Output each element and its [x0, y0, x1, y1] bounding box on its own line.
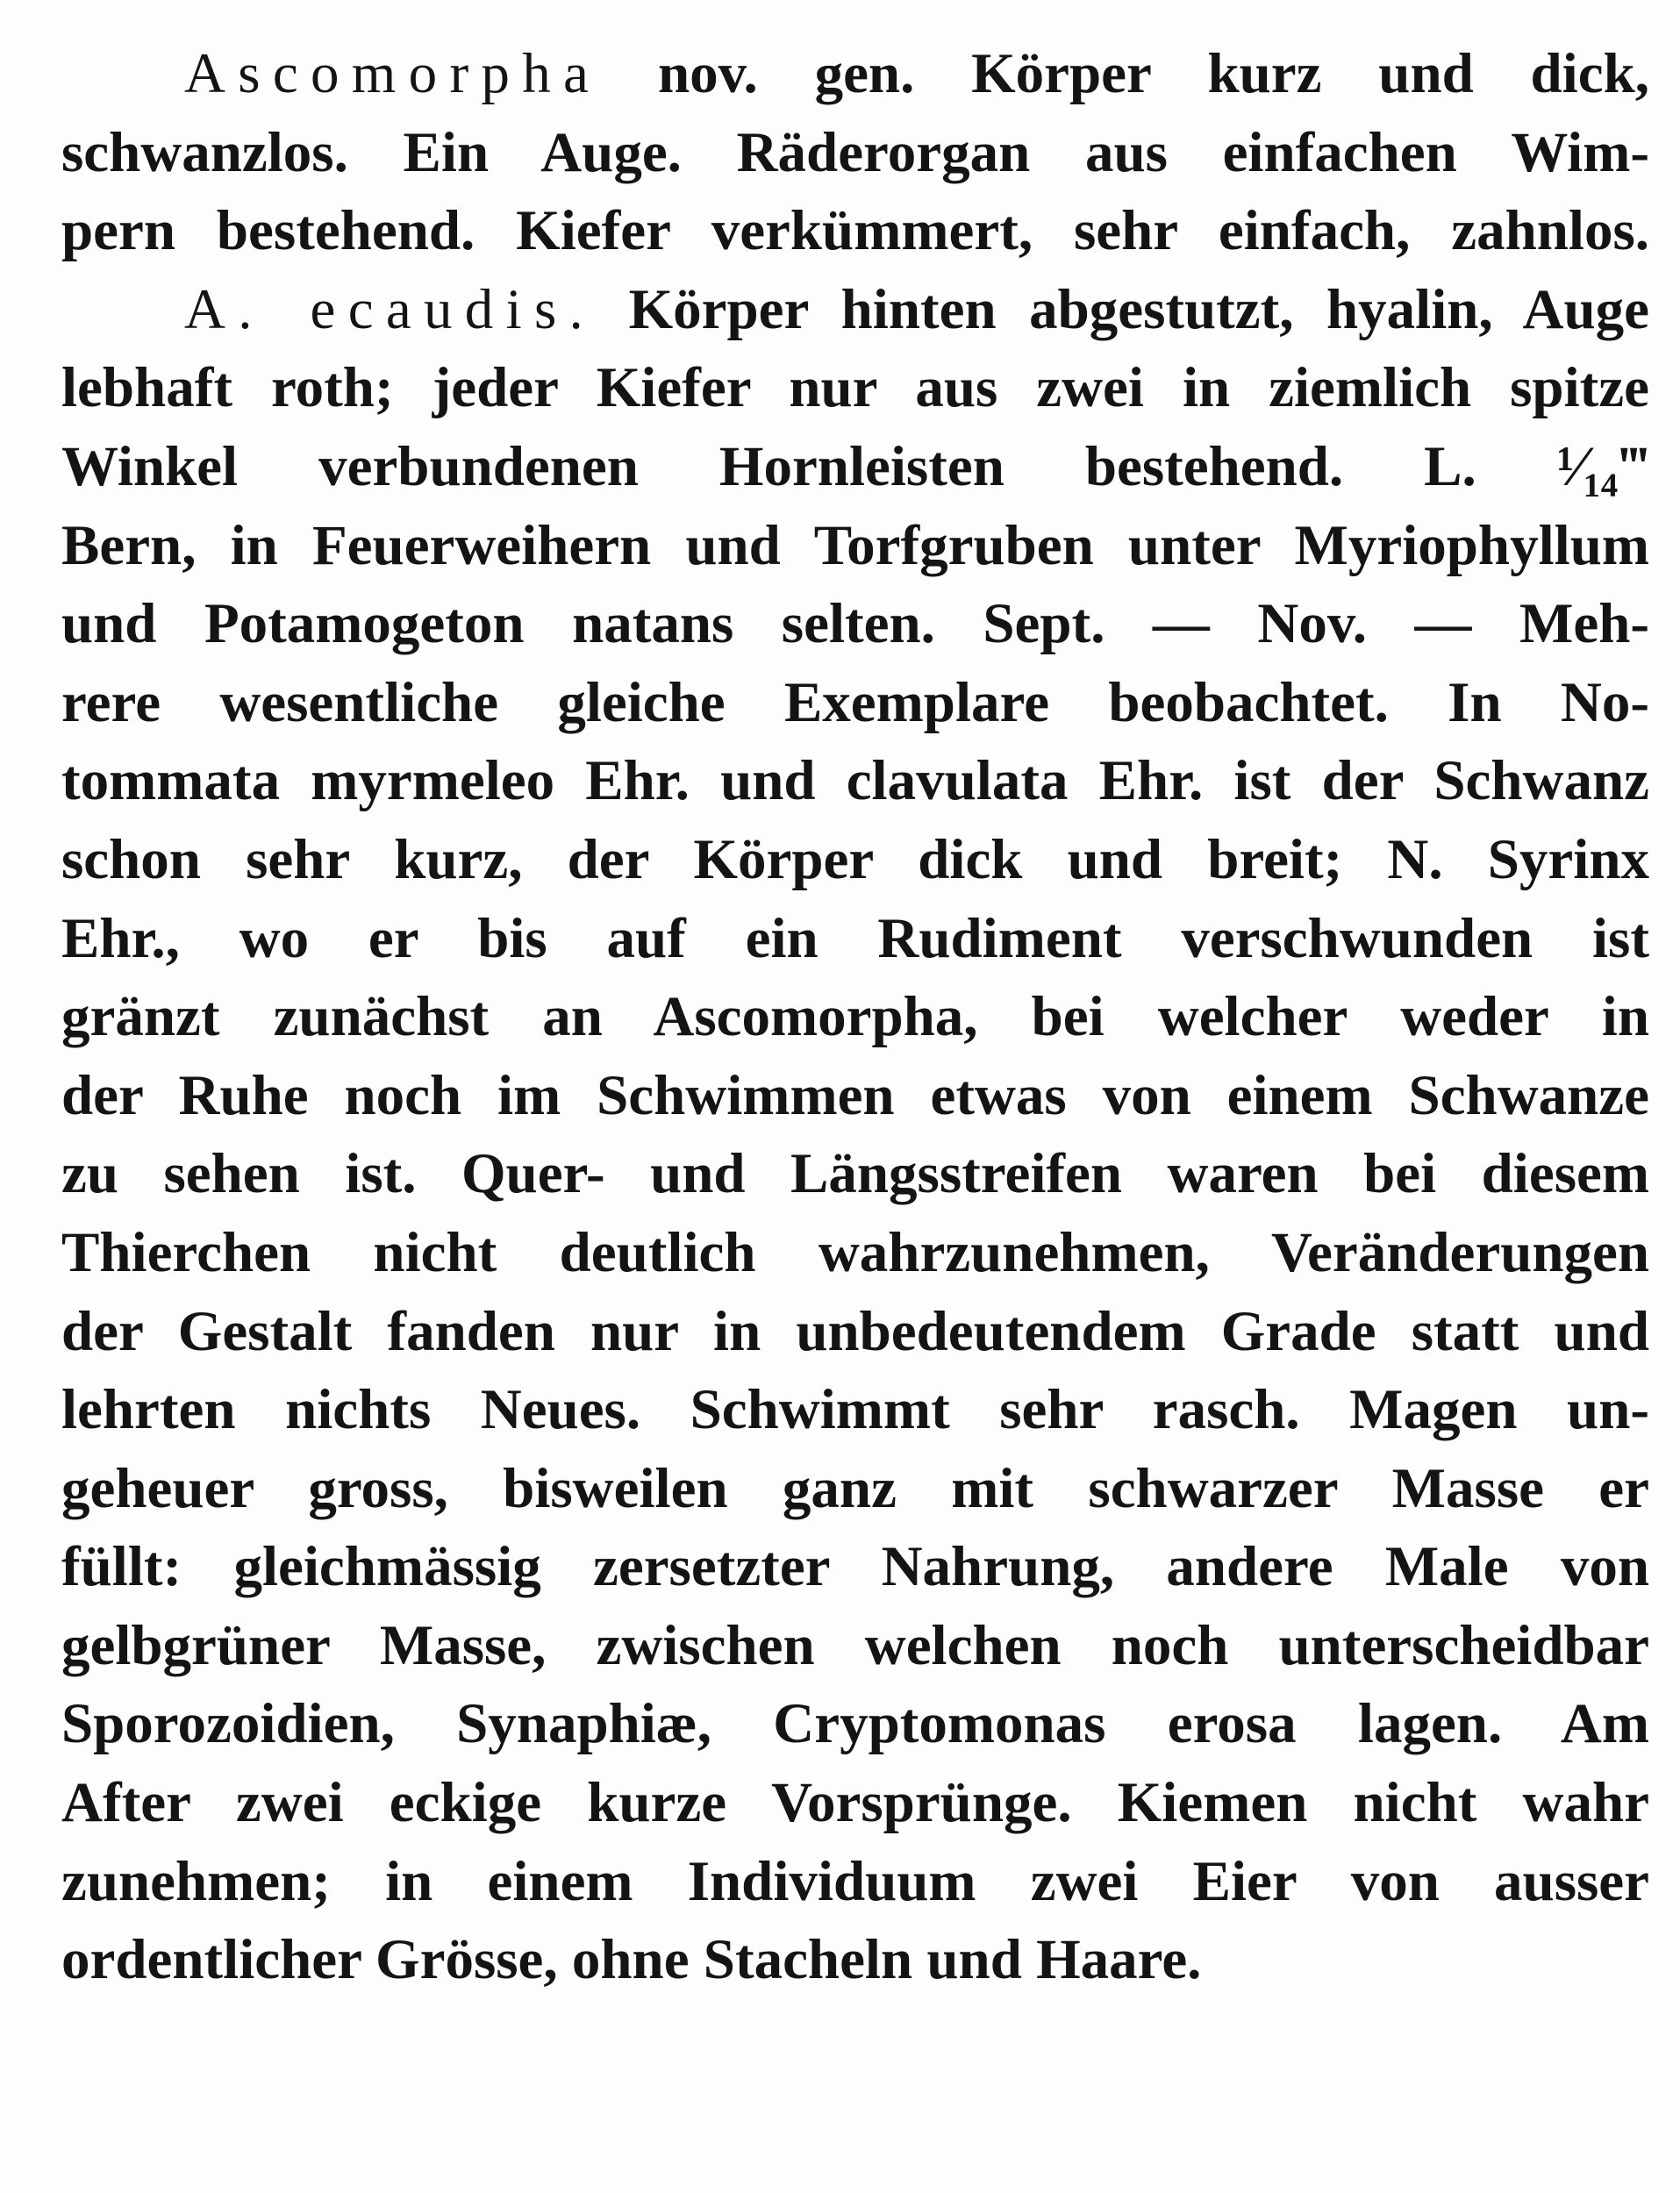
text-line: [61, 1607, 1649, 1686]
text-line: [61, 1371, 1649, 1450]
line-text: Ehr., wo er bis auf ein Rudiment verschwunden ist: [61, 906, 1649, 970]
line-text: Sporozoidien, Synaphiæ, Cryptomonas erosa lagen. Am: [61, 1692, 1649, 1756]
text-line: [61, 349, 1649, 428]
text-line: [61, 585, 1649, 664]
line-text: Winkel verbundenen Hornleisten bestehend. L. ¹⁄₁₄‴: [61, 434, 1649, 498]
text-line: [61, 1685, 1649, 1764]
text-line: [61, 192, 1649, 271]
line-text: Bern, in Feuerweihern und Torfgruben unter Myriophyllum: [61, 513, 1649, 577]
line-text: der Gestalt fanden nur in unbedeutendem Grade statt und: [61, 1299, 1649, 1363]
text-line: [61, 428, 1649, 507]
text-line: [61, 1921, 1649, 2000]
line-text: der Ruhe noch im Schwimmen etwas von einem Schwanze: [61, 1063, 1649, 1127]
line-text: tommata myrmeleo Ehr. und clavulata Ehr. ist der Schwanz: [61, 749, 1649, 813]
line-text: rere wesentliche gleiche Exemplare beobachtet. In No-: [61, 670, 1649, 734]
text-line: [61, 1135, 1649, 1214]
text-line: [61, 507, 1649, 586]
text-line: [61, 271, 1649, 350]
text-line: [61, 821, 1649, 900]
text-line: [61, 1764, 1649, 1843]
text-line: [61, 114, 1649, 193]
text-line: [61, 1528, 1649, 1607]
body-text: [61, 35, 1649, 2000]
line-text: lebhaft roth; jeder Kiefer nur aus zwei in ziemlich spitze: [61, 356, 1649, 420]
line-text: zu sehen ist. Quer- und Längsstreifen waren bei diesem: [61, 1142, 1649, 1206]
text-line: [61, 1057, 1649, 1136]
text-line: [61, 978, 1649, 1057]
line-text: schon sehr kurz, der Körper dick und breit; N. Syrinx: [61, 827, 1649, 891]
line-text: gelbgrüner Masse, zwischen welchen noch unterscheidbar: [61, 1613, 1649, 1677]
text-line: [61, 742, 1649, 821]
line-text: geheuer gross, bisweilen ganz mit schwarzer Masse er: [61, 1456, 1649, 1520]
line-text: Thierchen nicht deutlich wahrzunehmen, Veränderungen: [61, 1220, 1649, 1284]
line-text: pern bestehend. Kiefer verkümmert, sehr einfach, zahnlos.: [61, 199, 1649, 263]
text-line: [61, 664, 1649, 743]
species-name: A. ecaudis.: [184, 277, 597, 341]
line-text: gränzt zunächst an Ascomorpha, bei welcher weder in: [61, 985, 1649, 1049]
line-text: After zwei eckige kurze Vorsprünge. Kiemen nicht wahr: [61, 1771, 1649, 1835]
line-text: nov. gen. Körper kurz und dick,: [601, 42, 1649, 105]
text-line: [61, 1843, 1649, 1922]
line-text: lehrten nichts Neues. Schwimmt sehr rasch. Magen un-: [61, 1378, 1649, 1442]
line-text: schwanzlos. Ein Auge. Räderorgan aus einfachen Wim-: [61, 120, 1649, 184]
text-line: [61, 1450, 1649, 1529]
line-text: und Potamogeton natans selten. Sept. — Nov. — Meh-: [61, 592, 1649, 656]
line-text: füllt: gleichmässig zersetzter Nahrung, andere Male von: [61, 1535, 1649, 1599]
line-text: Körper hinten abgestutzt, hyalin, Auge: [596, 277, 1649, 341]
line-text: zunehmen; in einem Individuum zwei Eier von ausser: [61, 1849, 1649, 1913]
line-text: ordentlicher Grösse, ohne Stacheln und Haare.: [61, 1928, 1202, 1992]
text-line: [61, 1293, 1649, 1372]
text-line: [61, 35, 1649, 114]
text-line: [61, 1214, 1649, 1293]
text-line: [61, 900, 1649, 979]
species-name: Ascomorpha: [184, 42, 602, 105]
